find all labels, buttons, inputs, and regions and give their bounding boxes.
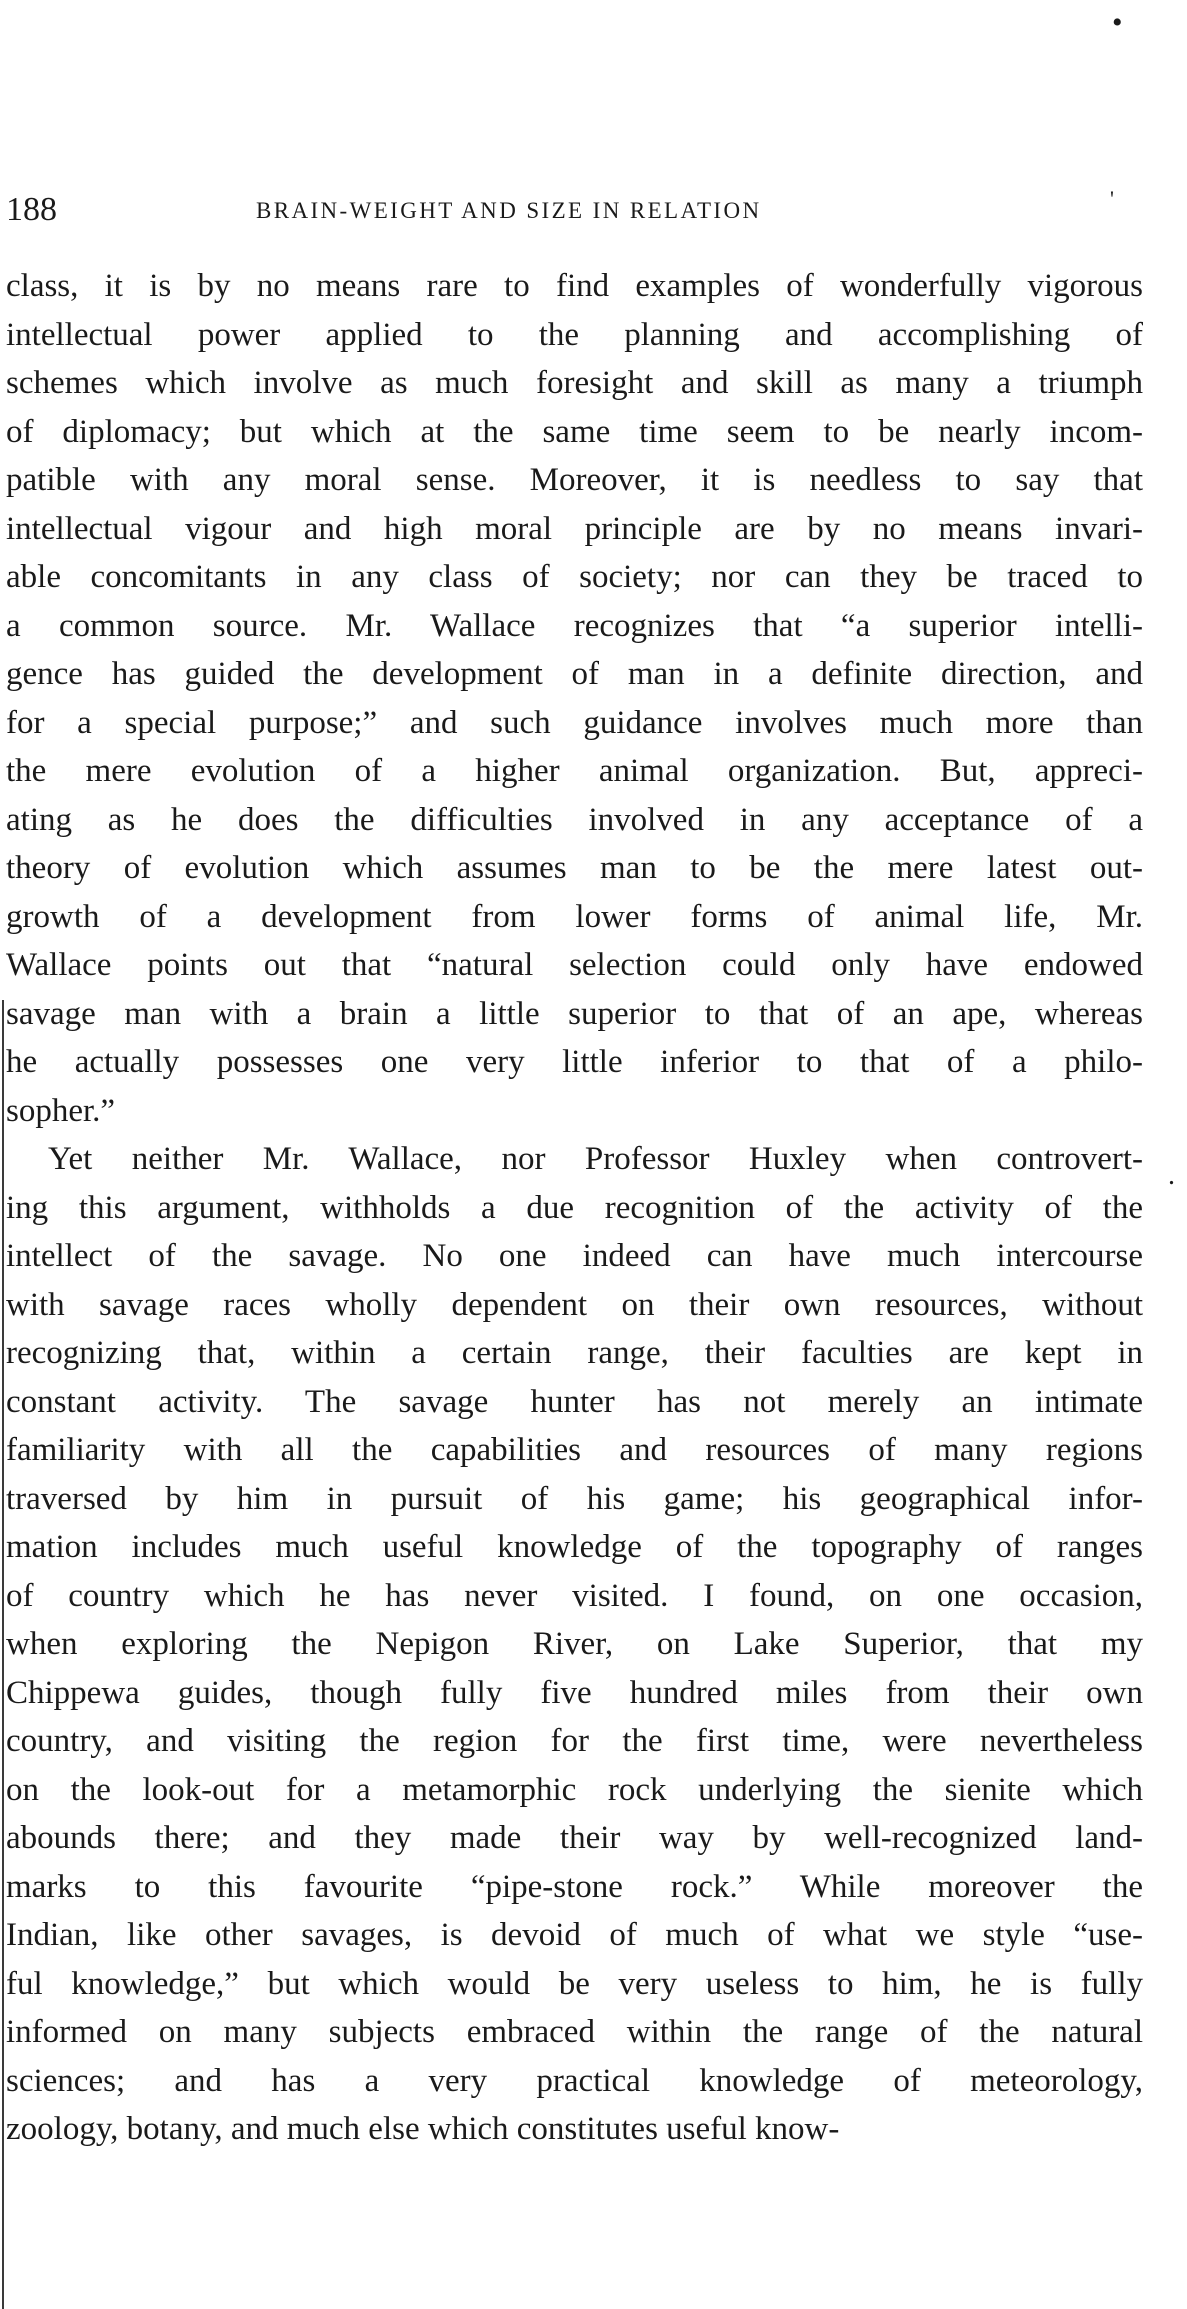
text-line: familiarity with all the capabilities and resources of many regions (6, 1432, 1143, 1468)
text-line: of country which he has never visited. I found, on one occasion, (6, 1577, 1143, 1614)
text-line: of diplomacy; but which at the same time seem to be nearly incom- (6, 413, 1143, 450)
text-line: with savage races wholly dependent on their own resources, without (6, 1286, 1143, 1323)
print-mark: ' (1110, 186, 1114, 211)
text-line: theory of evolution which assumes man to be the mere latest out- (6, 850, 1143, 886)
text-line: ful knowledge,” but which would be very useless to him, he is fully (6, 1965, 1143, 2002)
text-line: traversed by him in pursuit of his game; his geographical infor- (6, 1480, 1143, 1517)
text-line: sopher.” (6, 1092, 116, 1129)
text-line: gence has guided the development of man in a definite direction, and (6, 656, 1143, 692)
text-line: Indian, like other savages, is devoid of much of what we style “use- (6, 1917, 1143, 1953)
text-line: when exploring the Nepigon River, on Lake Superior, that my (6, 1626, 1143, 1662)
running-head: BRAIN-WEIGHT AND SIZE IN RELATION (256, 198, 762, 223)
scan-edge-line (2, 1000, 4, 2309)
text-line: constant activity. The savage hunter has not merely an intimate (6, 1383, 1143, 1420)
body-text (6, 262, 1143, 2154)
text-line: mation includes much useful knowledge of the topography of ranges (6, 1529, 1143, 1565)
text-line: class, it is by no means rare to find examples of wonderfully vigorous (6, 268, 1143, 304)
text-line: schemes which involve as much foresight and skill as many a triumph (6, 365, 1143, 401)
text-line: ating as he does the difficulties involved in any acceptance of a (6, 801, 1143, 838)
text-line: a common source. Mr. Wallace recognizes that “a superior intelli- (6, 607, 1143, 644)
text-line: zoology, botany, and much else which constitutes useful know- (6, 2111, 840, 2147)
print-mark: . (1168, 1160, 1175, 1191)
text-line: Yet neither Mr. Wallace, nor Professor Huxley when controvert- (48, 1141, 1143, 1177)
text-line: intellectual vigour and high moral principle are by no means invari- (6, 510, 1143, 547)
text-line: for a special purpose;” and such guidance involves much more than (6, 704, 1143, 741)
text-line: growth of a development from lower forms of animal life, Mr. (6, 898, 1143, 935)
page-header (6, 190, 1141, 230)
text-line: intellect of the savage. No one indeed can have much intercourse (6, 1238, 1143, 1274)
print-mark: • (1112, 6, 1123, 39)
text-line: ing this argument, withholds a due recognition of the activity of the (6, 1189, 1143, 1226)
text-line: able concomitants in any class of society; nor can they be traced to (6, 559, 1143, 595)
text-line: marks to this favourite “pipe-stone rock.” While moreover the (6, 1868, 1143, 1905)
text-line: patible with any moral sense. Moreover, it is needless to say that (6, 462, 1143, 498)
text-line: savage man with a brain a little superior to that of an ape, whereas (6, 995, 1143, 1032)
paragraph (6, 262, 1143, 1135)
text-line: Chippewa guides, though fully five hundred miles from their own (6, 1674, 1143, 1711)
text-line: sciences; and has a very practical knowledge of meteorology, (6, 2062, 1143, 2099)
text-line: informed on many subjects embraced within the range of the natural (6, 2014, 1143, 2050)
text-line: the mere evolution of a higher animal organization. But, appreci- (6, 753, 1143, 789)
text-line: Wallace points out that “natural selection could only have endowed (6, 947, 1143, 983)
text-line: recognizing that, within a certain range, their faculties are kept in (6, 1335, 1143, 1371)
paragraph (6, 1135, 1143, 2154)
page-number: 188 (6, 191, 57, 228)
text-line: country, and visiting the region for the first time, were nevertheless (6, 1723, 1143, 1759)
text-line: on the look-out for a metamorphic rock underlying the sienite which (6, 1771, 1143, 1808)
text-line: intellectual power applied to the planning and accomplishing of (6, 316, 1143, 353)
text-line: abounds there; and they made their way by well-recognized land- (6, 1820, 1143, 1856)
text-line: he actually possesses one very little inferior to that of a philo- (6, 1044, 1143, 1080)
